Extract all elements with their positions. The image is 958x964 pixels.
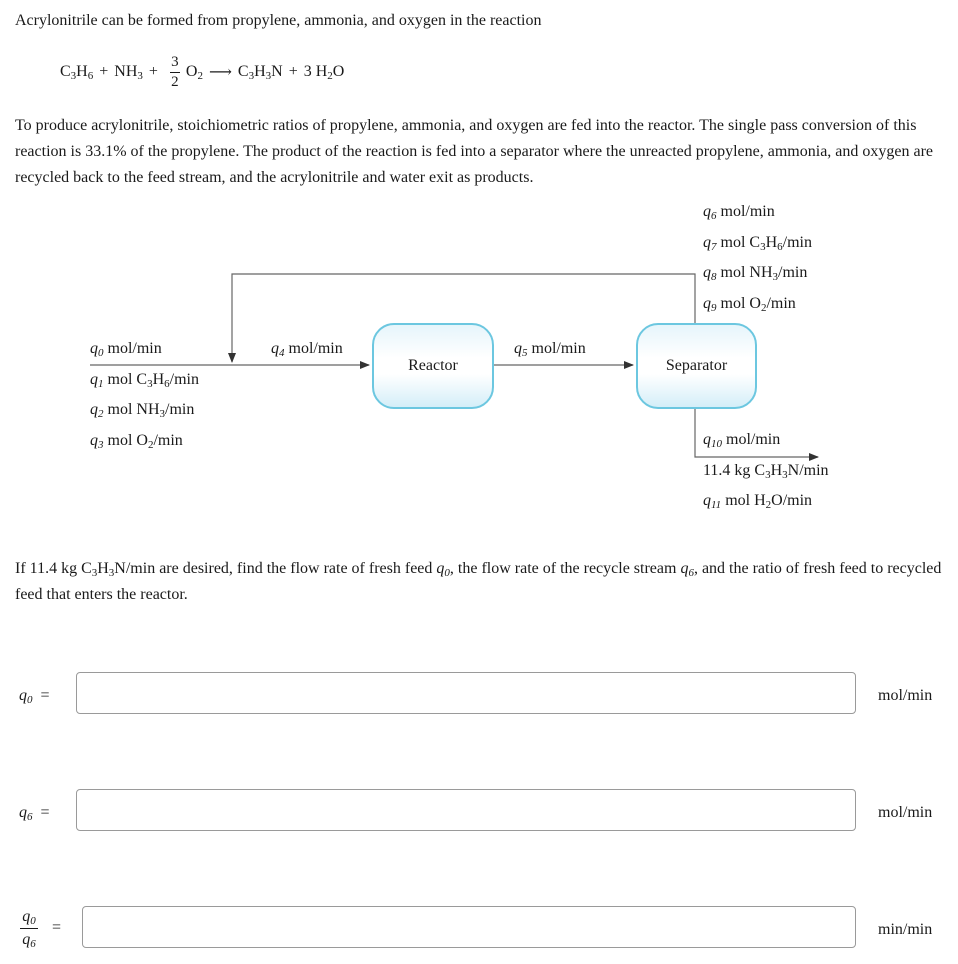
ratio-fraction: $q_0$ $q_6$	[20, 908, 38, 948]
q0-unit-label: mol/min	[878, 687, 933, 704]
feed-label-q3: $q_3$ mol $O_2/\min$	[90, 432, 183, 451]
question-text: If 11.4 kg $C_3H_3N/\min$ are desired, find the flow rate of fresh feed $q_0$, the flow rate of the recycle stream $q_6$, and the ratio of fresh feed to recycled feed that enters the reactor.	[15, 560, 942, 603]
recycle-label-q8: $q_8$ mol $NH_3/\min$	[703, 264, 808, 283]
answer-label-q6: $q_6$ =	[19, 804, 50, 823]
recycle-label-q6: $q_6$ mol/min	[703, 203, 775, 222]
water-formula: 3 $H_2O$	[303, 63, 345, 82]
intro-text: Acrylonitrile can be formed from propylene, ammonia, and oxygen in the reaction	[15, 12, 542, 29]
separator-box	[636, 323, 757, 409]
q0-answer-input[interactable]	[76, 672, 856, 714]
stream-label-q4: $q_4$ mol/min	[271, 340, 343, 359]
recycle-label-q7: $q_7$ mol $C_3H_6/\min$	[703, 234, 812, 253]
product-label-q10: $q_{10}$ mol/min	[703, 431, 781, 450]
reactor-label: Reactor	[408, 357, 458, 374]
separator-label: Separator	[665, 357, 728, 374]
product-label-q11: $q_{11}$ mol $H_2O/\min$	[703, 492, 813, 511]
feed-label-q0: $q_0$ mol/min	[90, 340, 162, 359]
plus-sign: +	[99, 63, 109, 80]
plus-sign: +	[288, 63, 298, 80]
oxygen-coefficient: $\frac{3}{2}$	[171, 53, 179, 90]
reactor-box	[372, 323, 494, 409]
oxygen-formula: $O_2$	[185, 63, 203, 82]
acrylonitrile-formula: $C_3H_3N$	[237, 63, 283, 82]
plus-sign: +	[148, 63, 158, 80]
ratio-unit-label: min/min	[878, 921, 933, 938]
ammonia-formula: $NH_3$	[114, 63, 143, 82]
ratio-answer-input[interactable]	[82, 906, 856, 948]
problem-description: To produce acrylonitrile, stoichiometric ratios of propylene, ammonia, and oxygen are fed into the reactor. The single pass conversion of this reaction is 33.1% of the propylene. The product of the reaction is fed into a separator where the unreacted propylene, ammonia, and oxygen are recycled back to the feed stream, and the acrylonitrile and water exit as products.	[15, 117, 934, 186]
product-label-acrylonitrile: 11.4 kg $C_3H_3N/\min$	[703, 462, 829, 481]
q6-unit-label: mol/min	[878, 804, 933, 821]
q6-answer-input[interactable]	[76, 789, 856, 831]
propylene-formula: $C_3H_6$	[60, 63, 94, 82]
feed-label-q2: $q_2$ mol $NH_3/\min$	[90, 401, 195, 420]
stream-label-q5: $q_5$ mol/min	[514, 340, 586, 359]
feed-label-q1: $q_1$ mol $C_3H_6/\min$	[90, 371, 199, 390]
answer-label-ratio: $q_0$ $q_6$ =	[20, 908, 61, 948]
reaction-arrow: ⟶	[208, 64, 232, 81]
recycle-label-q9: $q_9$ mol $O_2/\min$	[703, 295, 796, 314]
answer-label-q0: $q_0$ =	[19, 687, 50, 706]
